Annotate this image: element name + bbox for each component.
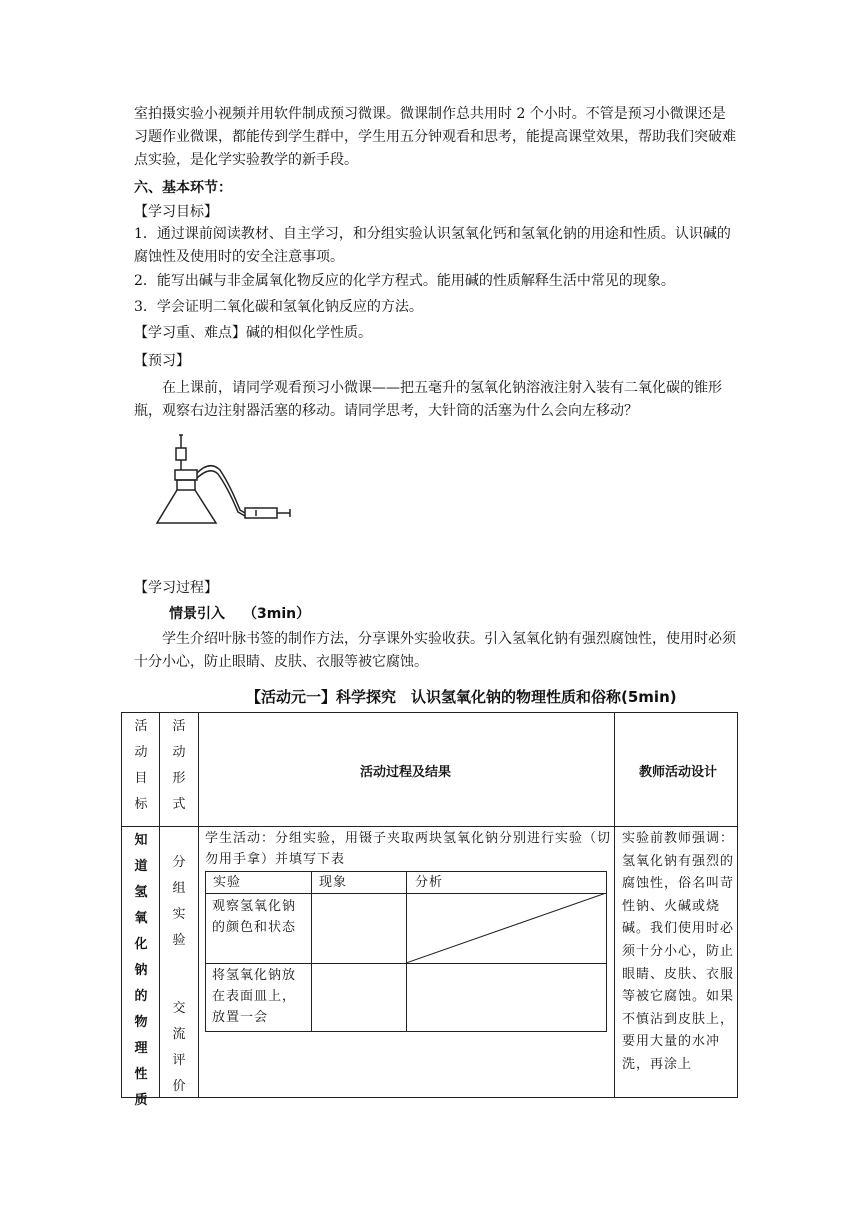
preview-paragraph: 在上课前，请同学观看预习小微课——把五毫升的氢氧化钠溶液注射入装有二氧化碳的锥形瓶，观察右边注射器活塞的移动。请同学思考，大针筒的活塞为什么会向左移动？ [134,380,722,419]
header-char: 标 [134,797,148,812]
key-points-label: 【学习重、难点】 [134,325,246,341]
form-char: 交 [172,1001,186,1016]
goal-char: 的 [134,989,148,1004]
diagonal-slash [406,893,607,964]
header-char: 目 [134,771,148,786]
form-char: 分 [172,855,186,870]
table-col-divider-3 [614,712,615,1098]
key-points [134,322,372,342]
scene-intro [169,603,310,623]
form-char: 流 [172,1027,186,1042]
scene-label: 情景引入 [169,606,225,622]
goal-heading: 【学习目标】 [134,204,218,220]
form-column-b [159,996,199,1100]
inner-border-left [205,871,206,1032]
form-char: 验 [172,933,186,948]
section-six-heading: 六、基本环节： [134,180,232,196]
teacher-design-text: 实验前教师强调：氢氧化钠有强烈的腐蚀性，俗名叫苛性钠、火碱或烧碱。我们使用时必须十分小心，防止眼睛、皮肤、衣服等被它腐蚀。如果不慎沾到皮肤上，要用大量的水冲洗，再涂上 [622,831,735,1072]
form-char: 评 [172,1053,186,1068]
form-char: 组 [172,881,186,896]
activity-title: 【活动元一】科学探究 认识氢氧化钠的物理性质和俗称(5min) [246,688,677,706]
inner-col-divider-1 [311,871,312,1032]
scene-time: （3min） [243,606,311,622]
process-heading: 【学习过程】 [134,580,218,596]
goal-char: 性 [134,1067,148,1082]
goal-char: 化 [134,937,148,952]
form-column-a [159,850,199,954]
header-char: 活 [172,719,186,734]
header-activity-goal [121,714,161,818]
goal-char: 氢 [134,885,148,900]
key-points-text: 碱的相似化学性质。 [246,325,372,341]
goal-char: 钠 [134,963,148,978]
goal-char: 道 [134,859,148,874]
header-char: 式 [172,797,186,812]
scene-paragraph: 学生介绍叶脉书签的制作方法，分享课外实验收获。引入氢氧化钠有强烈腐蚀性，使用时必须十分小心，防止眼睛、皮肤、衣服等被它腐蚀。 [134,631,736,670]
table-border-right [737,712,738,1098]
table-header-divider [121,826,738,827]
header-process-results: 活动过程及结果 [360,765,452,780]
table-border-bottom [121,1097,738,1098]
goal-item-3: 3．学会证明二氧化碳和氢氧化钠反应的方法。 [134,299,423,315]
experiment-row-1: 观察氢氧化钠的颜色和状态 [212,899,297,935]
header-teacher-design: 教师活动设计 [639,765,718,780]
goal-char: 质 [134,1093,148,1108]
inner-header-analysis: 分析 [415,875,444,890]
header-char: 活 [134,719,148,734]
intro-paragraph: 室拍摄实验小视频并用软件制成预习微课。微课制作总共用时 2 个小时。不管是预习小微课还是习题作业微课，都能传到学生群中，学生用五分钟观看和思考，能提高课堂效果，帮助我们突破难点实验，是化学实验教学的新手段。 [134,106,736,168]
goal-char: 知 [134,833,148,848]
goal-column [121,828,161,1114]
inner-header-experiment: 实验 [213,875,242,890]
goal-item-1: 1．通过课前阅读教材、自主学习，和分组实验认识氢氧化钙和氢氧化钠的用途和性质。认识碱的腐蚀性及使用时的安全注意事项。 [134,226,731,265]
preview-heading: 【预习】 [134,353,190,369]
student-activity-text: 学生活动：分组实验，用镊子夹取两块氢氧化钠分别进行实验（切勿用手拿）并填写下表 [205,831,612,867]
goal-item-2: 2．能写出碱与非金属氧化物反应的化学方程式。能用碱的性质解释生活中常见的现象。 [134,273,675,289]
header-char: 形 [172,771,186,786]
experiment-row-2: 将氢氧化钠放在表面皿上，放置一会 [212,968,297,1025]
header-char: 动 [172,745,186,760]
goal-char: 氧 [134,911,148,926]
inner-header-phenomenon: 现象 [319,875,348,890]
goal-char: 物 [134,1015,148,1030]
goal-char: 理 [134,1041,148,1056]
header-activity-form [159,714,199,818]
header-char: 动 [134,745,148,760]
form-char: 价 [172,1079,186,1094]
flask-syringe-diagram [150,430,300,530]
table-border-top [121,712,738,713]
form-char: 实 [172,907,186,922]
